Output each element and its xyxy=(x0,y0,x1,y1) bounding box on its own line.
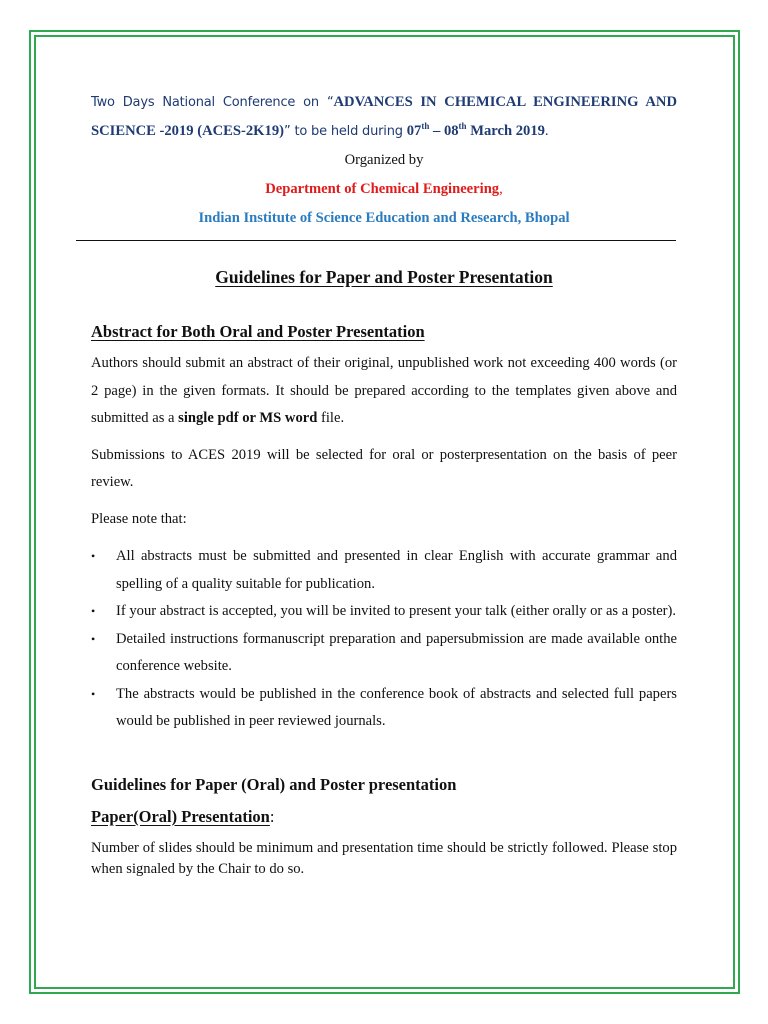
bullet-icon: • xyxy=(91,604,96,618)
oral-presentation-heading: Paper(Oral) Presentation: xyxy=(91,806,275,826)
list-item: • All abstracts must be submitted and presented in clear English with accurate grammar and spelling of a quality suitable for publication. xyxy=(91,543,677,598)
conference-name-line1: ADVANCES IN CHEMICAL ENGINEERING AND xyxy=(333,94,677,110)
abstract-notes-list xyxy=(91,543,677,736)
bullet-icon: • xyxy=(91,549,96,563)
document-content xyxy=(91,88,677,880)
department-comma: , xyxy=(499,181,503,197)
conference-date: 07th – 08th March 2019 xyxy=(406,121,545,139)
organized-by: Organized by xyxy=(344,152,424,168)
abstract-paragraph-1: Authors should submit an abstract of their original, unpublished work not exceeding 400 words (or 2 page) in the given formats. It should be prepared according to the templates given above and submitted as a single pdf or MS word file. xyxy=(91,355,677,426)
department-name: Department of Chemical Engineering xyxy=(265,181,500,197)
list-item: • Detailed instructions formanuscript preparation and papersubmission are made available onthe conference website. xyxy=(91,626,677,681)
page-title: Guidelines for Paper and Poster Presentation xyxy=(215,267,553,287)
conference-announcement xyxy=(91,88,677,146)
guidelines-heading: Guidelines for Paper (Oral) and Poster presentation xyxy=(91,774,457,794)
abstract-heading: Abstract for Both Oral and Poster Presentation xyxy=(91,322,425,341)
list-item: • The abstracts would be published in the conference book of abstracts and selected full papers would be published in peer reviewed journals. xyxy=(91,681,677,736)
announcement-mid: ” to be held during xyxy=(283,124,407,139)
abstract-paragraph-2: Submissions to ACES 2019 will be selected for oral or posterpresentation on the basis of peer review. xyxy=(91,446,677,490)
header-divider xyxy=(76,240,676,241)
department-line xyxy=(91,175,677,204)
list-item: • If your abstract is accepted, you will be invited to present your talk (either orally or as a poster). xyxy=(91,598,677,626)
institute-name: Indian Institute of Science Education and Research, Bhopal xyxy=(198,210,570,226)
announcement-period: . xyxy=(544,123,549,139)
bullet-icon: • xyxy=(91,686,96,701)
bullet-icon: • xyxy=(91,631,96,646)
abstract-paragraph-3: Please note that: xyxy=(91,510,187,527)
format-emphasis: single pdf or MS word xyxy=(178,410,318,426)
conference-name-line2: SCIENCE -2019 (ACES-2K19) xyxy=(91,123,284,139)
announcement-prefix: Two Days National Conference on “ xyxy=(91,95,334,110)
oral-presentation-paragraph: Number of slides should be minimum and presentation time should be strictly followed. Please stop when signaled by the Chair to do so. xyxy=(91,839,677,877)
